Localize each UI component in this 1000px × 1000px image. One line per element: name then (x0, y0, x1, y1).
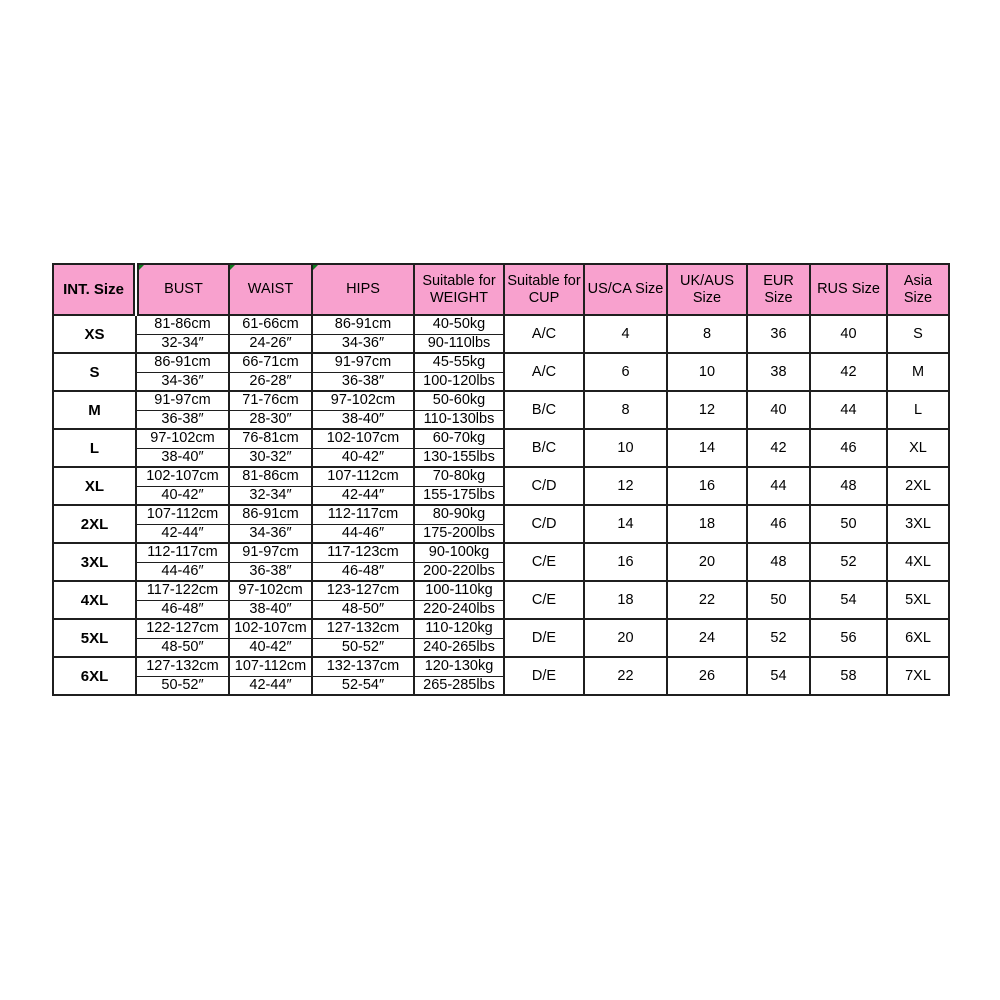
us-ca-size-cell: 8 (584, 391, 667, 429)
weight-kg-cell: 110-120kg (414, 619, 504, 638)
cup-cell: B/C (504, 429, 584, 467)
hips-cm-cell: 132-137cm (312, 657, 414, 676)
bust-cm-cell: 91-97cm (136, 391, 229, 410)
size-chart-table (52, 263, 950, 696)
eur-size-cell: 44 (747, 467, 810, 505)
waist-cm-cell: 76-81cm (229, 429, 312, 448)
rus-size-cell: 44 (810, 391, 887, 429)
column-header-label: US/CA Size (587, 281, 664, 297)
column-header-label: BUST (164, 281, 203, 297)
us-ca-size-cell: 16 (584, 543, 667, 581)
uk-aus-size-cell: 8 (667, 315, 747, 353)
bust-cm-cell: 97-102cm (136, 429, 229, 448)
column-header-rus (810, 264, 887, 315)
uk-aus-size-cell: 26 (667, 657, 747, 695)
waist-cm-cell: 102-107cm (229, 619, 312, 638)
asia-size-cell: 6XL (887, 619, 949, 657)
weight-kg-cell: 90-100kg (414, 543, 504, 562)
eur-size-cell: 52 (747, 619, 810, 657)
column-header-label: UK/AUS Size (680, 272, 734, 306)
bust-cm-cell: 107-112cm (136, 505, 229, 524)
size-row-4xl-metric (53, 581, 949, 600)
eur-size-cell: 42 (747, 429, 810, 467)
table-header (53, 264, 949, 315)
weight-lbs-cell: 240-265lbs (414, 638, 504, 657)
asia-size-cell: M (887, 353, 949, 391)
weight-lbs-cell: 90-110lbs (414, 334, 504, 353)
waist-cm-cell: 86-91cm (229, 505, 312, 524)
rus-size-cell: 58 (810, 657, 887, 695)
bust-cm-cell: 86-91cm (136, 353, 229, 372)
rus-size-cell: 52 (810, 543, 887, 581)
waist-in-cell: 30-32″ (229, 448, 312, 467)
waist-in-cell: 36-38″ (229, 562, 312, 581)
hips-cm-cell: 91-97cm (312, 353, 414, 372)
weight-lbs-cell: 175-200lbs (414, 524, 504, 543)
eur-size-cell: 36 (747, 315, 810, 353)
size-row-l-metric (53, 429, 949, 448)
weight-lbs-cell: 130-155lbs (414, 448, 504, 467)
weight-lbs-cell: 100-120lbs (414, 372, 504, 391)
waist-cm-cell: 61-66cm (229, 315, 312, 334)
hips-cm-cell: 86-91cm (312, 315, 414, 334)
bust-cm-cell: 117-122cm (136, 581, 229, 600)
bust-cm-cell: 127-132cm (136, 657, 229, 676)
us-ca-size-cell: 20 (584, 619, 667, 657)
waist-in-cell: 42-44″ (229, 676, 312, 695)
uk-aus-size-cell: 16 (667, 467, 747, 505)
bust-cm-cell: 102-107cm (136, 467, 229, 486)
waist-in-cell: 38-40″ (229, 600, 312, 619)
waist-in-cell: 34-36″ (229, 524, 312, 543)
hips-in-cell: 48-50″ (312, 600, 414, 619)
asia-size-cell: L (887, 391, 949, 429)
column-header-label: EUR Size (763, 272, 794, 306)
size-row-3xl-metric (53, 543, 949, 562)
uk-aus-size-cell: 20 (667, 543, 747, 581)
hips-cm-cell: 117-123cm (312, 543, 414, 562)
int-size-cell: L (53, 429, 136, 467)
cup-cell: C/D (504, 505, 584, 543)
rus-size-cell: 40 (810, 315, 887, 353)
us-ca-size-cell: 22 (584, 657, 667, 695)
waist-in-cell: 40-42″ (229, 638, 312, 657)
eur-size-cell: 54 (747, 657, 810, 695)
column-header-int-size (53, 264, 136, 315)
bust-in-cell: 50-52″ (136, 676, 229, 695)
eur-size-cell: 48 (747, 543, 810, 581)
cup-cell: C/E (504, 581, 584, 619)
excel-corner-indicator-icon (139, 265, 144, 270)
hips-in-cell: 36-38″ (312, 372, 414, 391)
column-header-us-ca (584, 264, 667, 315)
column-header-label: HIPS (346, 281, 380, 297)
cup-cell: A/C (504, 353, 584, 391)
asia-size-cell: 4XL (887, 543, 949, 581)
uk-aus-size-cell: 24 (667, 619, 747, 657)
column-header-hips (312, 264, 414, 315)
hips-cm-cell: 123-127cm (312, 581, 414, 600)
int-size-cell: XS (53, 315, 136, 353)
cup-cell: C/E (504, 543, 584, 581)
cup-cell: D/E (504, 619, 584, 657)
asia-size-cell: S (887, 315, 949, 353)
bust-cm-cell: 122-127cm (136, 619, 229, 638)
size-row-m-metric (53, 391, 949, 410)
bust-in-cell: 44-46″ (136, 562, 229, 581)
asia-size-cell: XL (887, 429, 949, 467)
weight-lbs-cell: 220-240lbs (414, 600, 504, 619)
hips-cm-cell: 127-132cm (312, 619, 414, 638)
eur-size-cell: 38 (747, 353, 810, 391)
uk-aus-size-cell: 14 (667, 429, 747, 467)
weight-kg-cell: 120-130kg (414, 657, 504, 676)
waist-in-cell: 32-34″ (229, 486, 312, 505)
column-header-eur (747, 264, 810, 315)
waist-cm-cell: 66-71cm (229, 353, 312, 372)
hips-in-cell: 34-36″ (312, 334, 414, 353)
excel-corner-indicator-icon (230, 265, 235, 270)
weight-kg-cell: 70-80kg (414, 467, 504, 486)
weight-lbs-cell: 110-130lbs (414, 410, 504, 429)
rus-size-cell: 46 (810, 429, 887, 467)
rus-size-cell: 56 (810, 619, 887, 657)
column-header-label: WAIST (247, 281, 294, 297)
hips-in-cell: 46-48″ (312, 562, 414, 581)
column-header-weight (414, 264, 504, 315)
hips-in-cell: 42-44″ (312, 486, 414, 505)
waist-cm-cell: 91-97cm (229, 543, 312, 562)
waist-cm-cell: 81-86cm (229, 467, 312, 486)
waist-in-cell: 28-30″ (229, 410, 312, 429)
waist-cm-cell: 97-102cm (229, 581, 312, 600)
int-size-cell: 3XL (53, 543, 136, 581)
size-row-6xl-metric (53, 657, 949, 676)
column-header-uk-aus (667, 264, 747, 315)
eur-size-cell: 50 (747, 581, 810, 619)
int-size-cell: XL (53, 467, 136, 505)
eur-size-cell: 40 (747, 391, 810, 429)
asia-size-cell: 5XL (887, 581, 949, 619)
hips-in-cell: 40-42″ (312, 448, 414, 467)
asia-size-cell: 3XL (887, 505, 949, 543)
hips-in-cell: 44-46″ (312, 524, 414, 543)
cup-cell: C/D (504, 467, 584, 505)
bust-in-cell: 38-40″ (136, 448, 229, 467)
bust-in-cell: 32-34″ (136, 334, 229, 353)
hips-cm-cell: 97-102cm (312, 391, 414, 410)
bust-in-cell: 46-48″ (136, 600, 229, 619)
size-row-5xl-metric (53, 619, 949, 638)
waist-cm-cell: 107-112cm (229, 657, 312, 676)
size-chart (52, 263, 948, 696)
bust-cm-cell: 112-117cm (136, 543, 229, 562)
asia-size-cell: 7XL (887, 657, 949, 695)
int-size-cell: M (53, 391, 136, 429)
us-ca-size-cell: 6 (584, 353, 667, 391)
bust-in-cell: 48-50″ (136, 638, 229, 657)
weight-kg-cell: 45-55kg (414, 353, 504, 372)
size-row-2xl-metric (53, 505, 949, 524)
column-header-label: Asia Size (903, 272, 933, 306)
rus-size-cell: 50 (810, 505, 887, 543)
us-ca-size-cell: 14 (584, 505, 667, 543)
us-ca-size-cell: 12 (584, 467, 667, 505)
column-header-cup (504, 264, 584, 315)
us-ca-size-cell: 10 (584, 429, 667, 467)
hips-in-cell: 50-52″ (312, 638, 414, 657)
int-size-cell: 4XL (53, 581, 136, 619)
hips-cm-cell: 107-112cm (312, 467, 414, 486)
column-header-label: Suitable for CUP (507, 272, 581, 306)
weight-kg-cell: 100-110kg (414, 581, 504, 600)
asia-size-cell: 2XL (887, 467, 949, 505)
int-size-cell: 5XL (53, 619, 136, 657)
waist-in-cell: 24-26″ (229, 334, 312, 353)
eur-size-cell: 46 (747, 505, 810, 543)
rus-size-cell: 48 (810, 467, 887, 505)
column-header-label: INT. Size (63, 281, 124, 298)
cup-cell: A/C (504, 315, 584, 353)
weight-kg-cell: 50-60kg (414, 391, 504, 410)
weight-kg-cell: 40-50kg (414, 315, 504, 334)
size-row-xl-metric (53, 467, 949, 486)
waist-in-cell: 26-28″ (229, 372, 312, 391)
column-header-asia (887, 264, 949, 315)
hips-in-cell: 38-40″ (312, 410, 414, 429)
bust-cm-cell: 81-86cm (136, 315, 229, 334)
table-body (53, 315, 949, 695)
column-header-waist (229, 264, 312, 315)
uk-aus-size-cell: 10 (667, 353, 747, 391)
uk-aus-size-cell: 22 (667, 581, 747, 619)
column-header-label: Suitable for WEIGHT (422, 272, 496, 306)
weight-lbs-cell: 265-285lbs (414, 676, 504, 695)
us-ca-size-cell: 4 (584, 315, 667, 353)
waist-cm-cell: 71-76cm (229, 391, 312, 410)
weight-lbs-cell: 155-175lbs (414, 486, 504, 505)
int-size-cell: S (53, 353, 136, 391)
column-header-label: RUS Size (817, 281, 880, 297)
column-header-bust (136, 264, 229, 315)
hips-cm-cell: 102-107cm (312, 429, 414, 448)
hips-in-cell: 52-54″ (312, 676, 414, 695)
weight-kg-cell: 60-70kg (414, 429, 504, 448)
bust-in-cell: 40-42″ (136, 486, 229, 505)
weight-lbs-cell: 200-220lbs (414, 562, 504, 581)
excel-corner-indicator-icon (313, 265, 318, 270)
weight-kg-cell: 80-90kg (414, 505, 504, 524)
cup-cell: D/E (504, 657, 584, 695)
uk-aus-size-cell: 12 (667, 391, 747, 429)
bust-in-cell: 42-44″ (136, 524, 229, 543)
bust-in-cell: 34-36″ (136, 372, 229, 391)
rus-size-cell: 42 (810, 353, 887, 391)
int-size-cell: 6XL (53, 657, 136, 695)
header-row (53, 264, 949, 315)
size-row-xs-metric (53, 315, 949, 334)
bust-in-cell: 36-38″ (136, 410, 229, 429)
rus-size-cell: 54 (810, 581, 887, 619)
size-row-s-metric (53, 353, 949, 372)
uk-aus-size-cell: 18 (667, 505, 747, 543)
hips-cm-cell: 112-117cm (312, 505, 414, 524)
us-ca-size-cell: 18 (584, 581, 667, 619)
cup-cell: B/C (504, 391, 584, 429)
int-size-cell: 2XL (53, 505, 136, 543)
